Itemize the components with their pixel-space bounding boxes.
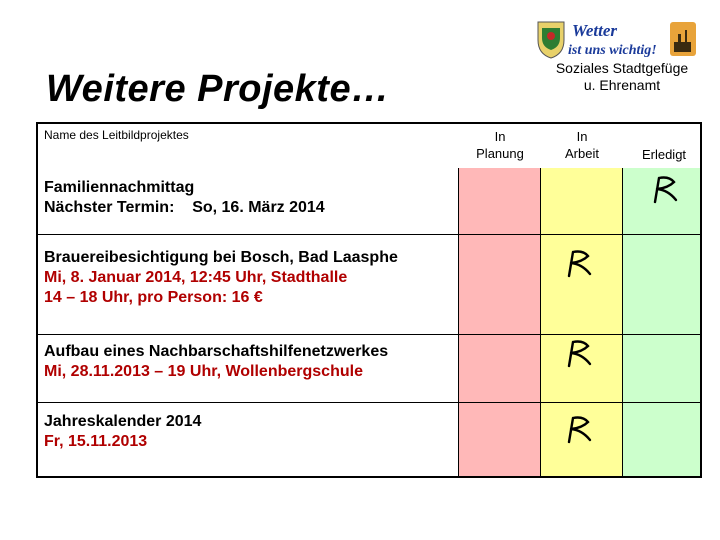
flag-icon: [564, 248, 594, 278]
row-divider: [38, 234, 700, 235]
logo-text-1: Wetter: [572, 21, 618, 40]
header-text: Arbeit: [565, 146, 599, 161]
table-row: [44, 342, 388, 382]
table-row: [44, 248, 398, 308]
divider: [622, 168, 623, 476]
flag-icon: [650, 174, 680, 204]
wetter-logo: [534, 18, 698, 60]
subtitle-line-1: Soziales Stadtgefüge: [555, 60, 689, 76]
divider: [458, 168, 459, 476]
project-detail: Mi, 8. Januar 2014, 12:45 Uhr, Stadthalle: [44, 269, 348, 286]
flag-icon: [564, 414, 594, 444]
page-subtitle: [538, 60, 706, 94]
column-header-name: Name des Leitbildprojektes: [44, 128, 189, 142]
project-name: Aufbau eines Nachbarschaftshilfenetzwerkes: [44, 343, 389, 360]
project-detail: Mi, 28.11.2013 – 19 Uhr, Wollenbergschule: [44, 363, 363, 380]
project-table: [36, 122, 702, 478]
header-text: Planung: [476, 146, 524, 161]
subtitle-line-2: u. Ehrenamt: [583, 77, 661, 93]
header-text: In: [576, 129, 588, 144]
divider: [540, 168, 541, 476]
project-detail: Fr, 15.11.2013: [44, 433, 148, 450]
row-divider: [38, 402, 700, 403]
project-detail: Nächster Termin: So, 16. März 2014: [44, 199, 325, 216]
header-text: In: [494, 129, 506, 144]
column-header-erledigt: Erledigt: [641, 147, 687, 162]
logo-text-2: ist uns wichtig!: [568, 43, 657, 58]
project-detail: 14 – 18 Uhr, pro Person: 16 €: [44, 289, 263, 306]
table-row: [44, 412, 201, 452]
project-name: Familiennachmittag: [44, 179, 195, 196]
table-row: [44, 178, 325, 218]
page-title: Weitere Projekte…: [46, 68, 390, 110]
column-header-arbeit: [540, 128, 624, 162]
column-header-planung: [458, 128, 542, 162]
project-name: Jahreskalender 2014: [44, 413, 202, 430]
column-planung: [458, 168, 540, 476]
project-name: Brauereibesichtigung bei Bosch, Bad Laasphe: [44, 249, 398, 266]
flag-icon: [564, 338, 594, 368]
row-divider: [38, 334, 700, 335]
column-erledigt: [622, 168, 700, 476]
